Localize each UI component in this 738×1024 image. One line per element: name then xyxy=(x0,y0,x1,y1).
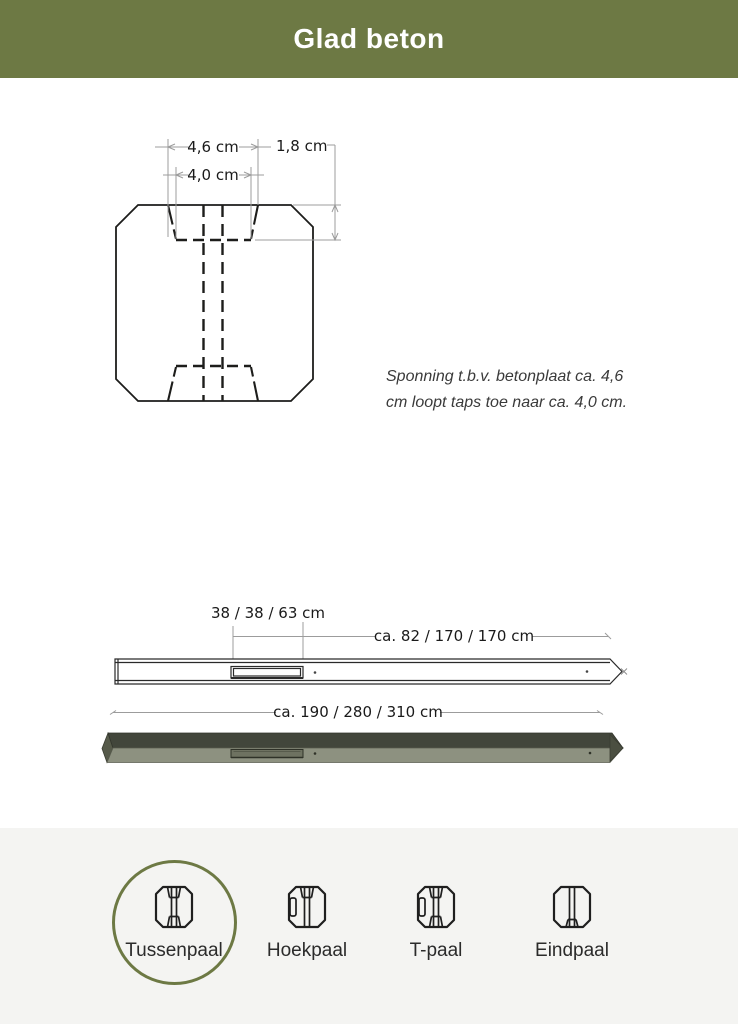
page-title: Glad beton xyxy=(293,23,445,54)
post-side-view-drawing xyxy=(100,598,635,693)
hoekpaal-cross-section-icon xyxy=(286,884,328,930)
post-type-hoekpaal[interactable] xyxy=(241,884,373,962)
dim-groove-length-label: 38 / 38 / 63 cm xyxy=(210,604,326,622)
post-type-eindpaal[interactable] xyxy=(506,884,638,962)
tussenpaal-cross-section-icon xyxy=(153,884,195,930)
post-type-selector xyxy=(0,828,738,1024)
dim-outer-width-label: 4,6 cm xyxy=(187,138,239,156)
dim-tip-to-groove-label: ca. 82 / 170 / 170 cm xyxy=(373,627,535,645)
dim-inner-width-label: 4,0 cm xyxy=(187,166,239,184)
post-type-label: T-paal xyxy=(409,940,463,961)
sponning-note xyxy=(386,364,636,416)
post-type-t-paal[interactable] xyxy=(370,884,502,962)
post-type-label: Tussenpaal xyxy=(125,940,223,961)
sponning-note-line1: Sponning t.b.v. betonplaat ca. 4,6 xyxy=(386,368,624,385)
eindpaal-cross-section-icon xyxy=(551,884,593,930)
sponning-note-line2: cm loopt taps toe naar ca. 4,0 cm. xyxy=(386,394,628,411)
post-render-drawing xyxy=(100,695,635,770)
header-bar xyxy=(0,0,738,78)
t-paal-cross-section-icon xyxy=(415,884,457,930)
post-type-label: Hoekpaal xyxy=(266,940,348,961)
post-type-tussenpaal[interactable] xyxy=(108,884,240,962)
dim-total-length-label: ca. 190 / 280 / 310 cm xyxy=(273,703,443,721)
post-type-label: Eindpaal xyxy=(535,940,609,961)
dim-depth-label: 1,8 cm xyxy=(276,137,328,155)
post-cross-section-drawing xyxy=(95,125,345,415)
